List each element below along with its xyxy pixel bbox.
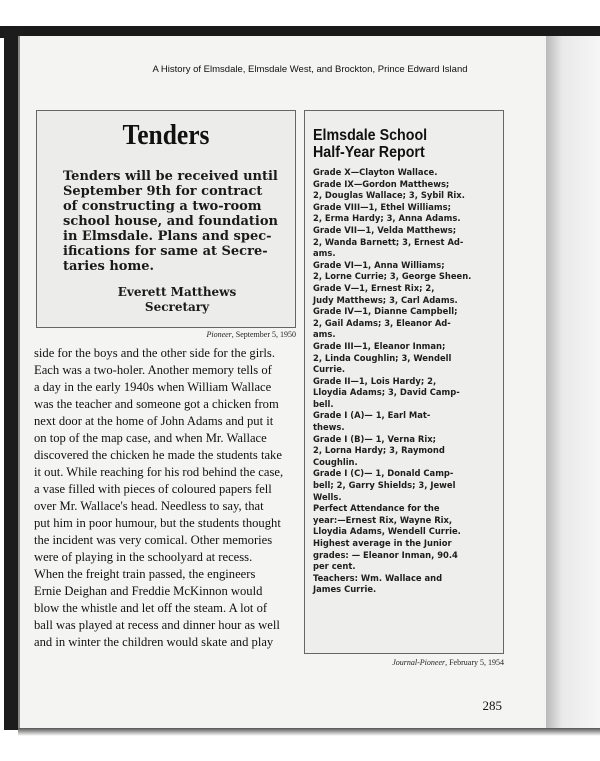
body-line: on top of the map case, and when Mr. Wallace bbox=[34, 431, 267, 445]
report-line: 2, Lorna Hardy; 3, Raymond bbox=[313, 445, 445, 456]
report-line: Highest average in the Junior bbox=[313, 538, 452, 548]
signature-title: Secretary bbox=[144, 300, 210, 314]
report-line: Perfect Attendance for the bbox=[313, 503, 440, 514]
report-body bbox=[313, 167, 499, 596]
report-line: Grade VI—1, Anna Williams; bbox=[313, 259, 445, 270]
report-line: Grade I (A)— 1, Earl Mat- bbox=[313, 410, 431, 421]
tenders-line: of constructing a two-room bbox=[63, 199, 262, 214]
page-edge-right bbox=[546, 36, 600, 730]
body-line: over Mr. Wallace's head. Needless to say, that bbox=[34, 499, 264, 513]
caption-source: Journal-Pioneer bbox=[392, 658, 446, 667]
tenders-title: Tenders bbox=[122, 119, 210, 151]
caption-source: Pioneer bbox=[206, 330, 232, 339]
report-line: 2, Douglas Wallace; 3, Sybil Rix. bbox=[313, 190, 465, 201]
report-line: bell; 2, Garry Shields; 3, Jewel bbox=[313, 480, 456, 491]
report-line: year:—Ernest Rix, Wayne Rix, bbox=[313, 514, 453, 525]
body-line: Ernie Deighan and Freddie McKinnon would bbox=[34, 584, 263, 598]
body-line: was the teacher and someone got a chicken from bbox=[34, 397, 279, 411]
report-line: bell. bbox=[313, 398, 334, 409]
report-line: grades: — Eleanor Inman, 90.4 bbox=[313, 549, 458, 560]
report-line: Grade IX—Gordon Matthews; bbox=[313, 178, 450, 189]
scan-bottom-edge bbox=[18, 728, 600, 736]
report-line: Currie. bbox=[313, 364, 346, 375]
report-line: 2, Linda Coughlin; 3, Wendell bbox=[313, 352, 452, 363]
body-line: side for the boys and the other side for the girls. bbox=[34, 346, 275, 360]
report-line: ams. bbox=[313, 329, 336, 340]
report-line: Judy Matthews; 3, Carl Adams. bbox=[313, 294, 458, 305]
signature-name: Everett Matthews bbox=[117, 285, 237, 299]
caption-date: , February 5, 1954 bbox=[445, 658, 504, 667]
report-line: Lloydia Adams, Wendell Currie. bbox=[313, 526, 461, 537]
report-line: Teachers: Wm. Wallace and bbox=[313, 572, 443, 583]
tenders-clipping bbox=[36, 110, 296, 328]
tenders-line: Tenders will be received until bbox=[63, 169, 278, 184]
body-line: it out. While reaching for his rod behind the case, bbox=[34, 465, 284, 479]
report-line: 2, Wanda Barnett; 3, Ernest Ad- bbox=[313, 236, 464, 247]
body-text-column bbox=[34, 345, 298, 651]
report-line: Grade VIII—1, Ethel Williams; bbox=[313, 201, 451, 212]
body-line: Each was a two-holer. Another memory tells of bbox=[34, 363, 272, 377]
body-line: blow the whistle and let off the steam. A lot of bbox=[34, 601, 268, 615]
report-line: Grade I (B)— 1, Verna Rix; bbox=[313, 433, 436, 444]
body-line: the incident was very comical. Other memories bbox=[34, 533, 273, 547]
report-line: 2, Gail Adams; 3, Eleanor Ad- bbox=[313, 317, 451, 328]
report-line: thews. bbox=[313, 422, 345, 433]
report-line: Grade IV—1, Dianne Campbell; bbox=[313, 306, 458, 317]
tenders-line: in Elmsdale. Plans and spec- bbox=[63, 229, 272, 244]
page-number: 285 bbox=[482, 698, 502, 713]
tenders-line: September 9th for contract bbox=[63, 184, 263, 199]
report-line: Grade II—1, Lois Hardy; 2, bbox=[313, 375, 437, 386]
body-line: and in winter the children would skate and play bbox=[34, 635, 274, 649]
report-line: Grade I (C)— 1, Donald Camp- bbox=[313, 468, 454, 479]
body-line: next door at the home of John Adams and put it bbox=[34, 414, 274, 428]
report-line: 2, Erma Hardy; 3, Anna Adams. bbox=[313, 213, 461, 224]
report-line: per cent. bbox=[313, 561, 356, 572]
report-line: James Currie. bbox=[313, 584, 377, 595]
body-line: a vase filled with pieces of coloured papers fell bbox=[34, 482, 272, 496]
report-caption bbox=[304, 658, 504, 667]
caption-date: , September 5, 1950 bbox=[231, 330, 296, 339]
running-head: A History of Elmsdale, Elmsdale West, and Brockton, Prince Edward Island bbox=[152, 64, 468, 75]
report-line: Grade VII—1, Velda Matthews; bbox=[313, 224, 457, 235]
body-line: a day in the early 1940s when William Wallace bbox=[34, 380, 272, 394]
report-line: ams. bbox=[313, 248, 336, 259]
report-title-line: Half-Year Report bbox=[313, 144, 425, 161]
tenders-signature bbox=[97, 285, 257, 315]
report-line: Grade X—Clayton Wallace. bbox=[313, 167, 438, 177]
body-line: put him in poor humour, but the students thought bbox=[34, 516, 281, 530]
school-report-clipping bbox=[304, 110, 504, 654]
tenders-body bbox=[63, 169, 285, 274]
body-line: were of playing in the schoolyard at recess. bbox=[34, 550, 253, 564]
tenders-caption bbox=[36, 330, 296, 339]
report-line: Grade V—1, Ernest Rix; 2, bbox=[313, 282, 435, 293]
body-line: ball was played at recess and dinner hour as well bbox=[34, 618, 280, 632]
report-line: Grade III—1, Eleanor Inman; bbox=[313, 340, 446, 351]
body-line: When the freight train passed, the engineers bbox=[34, 567, 256, 581]
tenders-line: ifications for same at Secre- bbox=[63, 244, 268, 259]
report-line: Lloydia Adams; 3, David Camp- bbox=[313, 387, 460, 398]
report-title-line: Elmsdale School bbox=[313, 127, 428, 144]
report-line: Wells. bbox=[313, 491, 342, 502]
report-title bbox=[313, 127, 488, 161]
tenders-line: taries home. bbox=[63, 259, 155, 274]
report-line: Coughlin. bbox=[313, 456, 358, 467]
tenders-line: school house, and foundation bbox=[63, 214, 278, 229]
body-line: discovered the chicken he made the students take bbox=[34, 448, 282, 462]
report-line: 2, Lorne Currie; 3, George Sheen. bbox=[313, 271, 472, 282]
